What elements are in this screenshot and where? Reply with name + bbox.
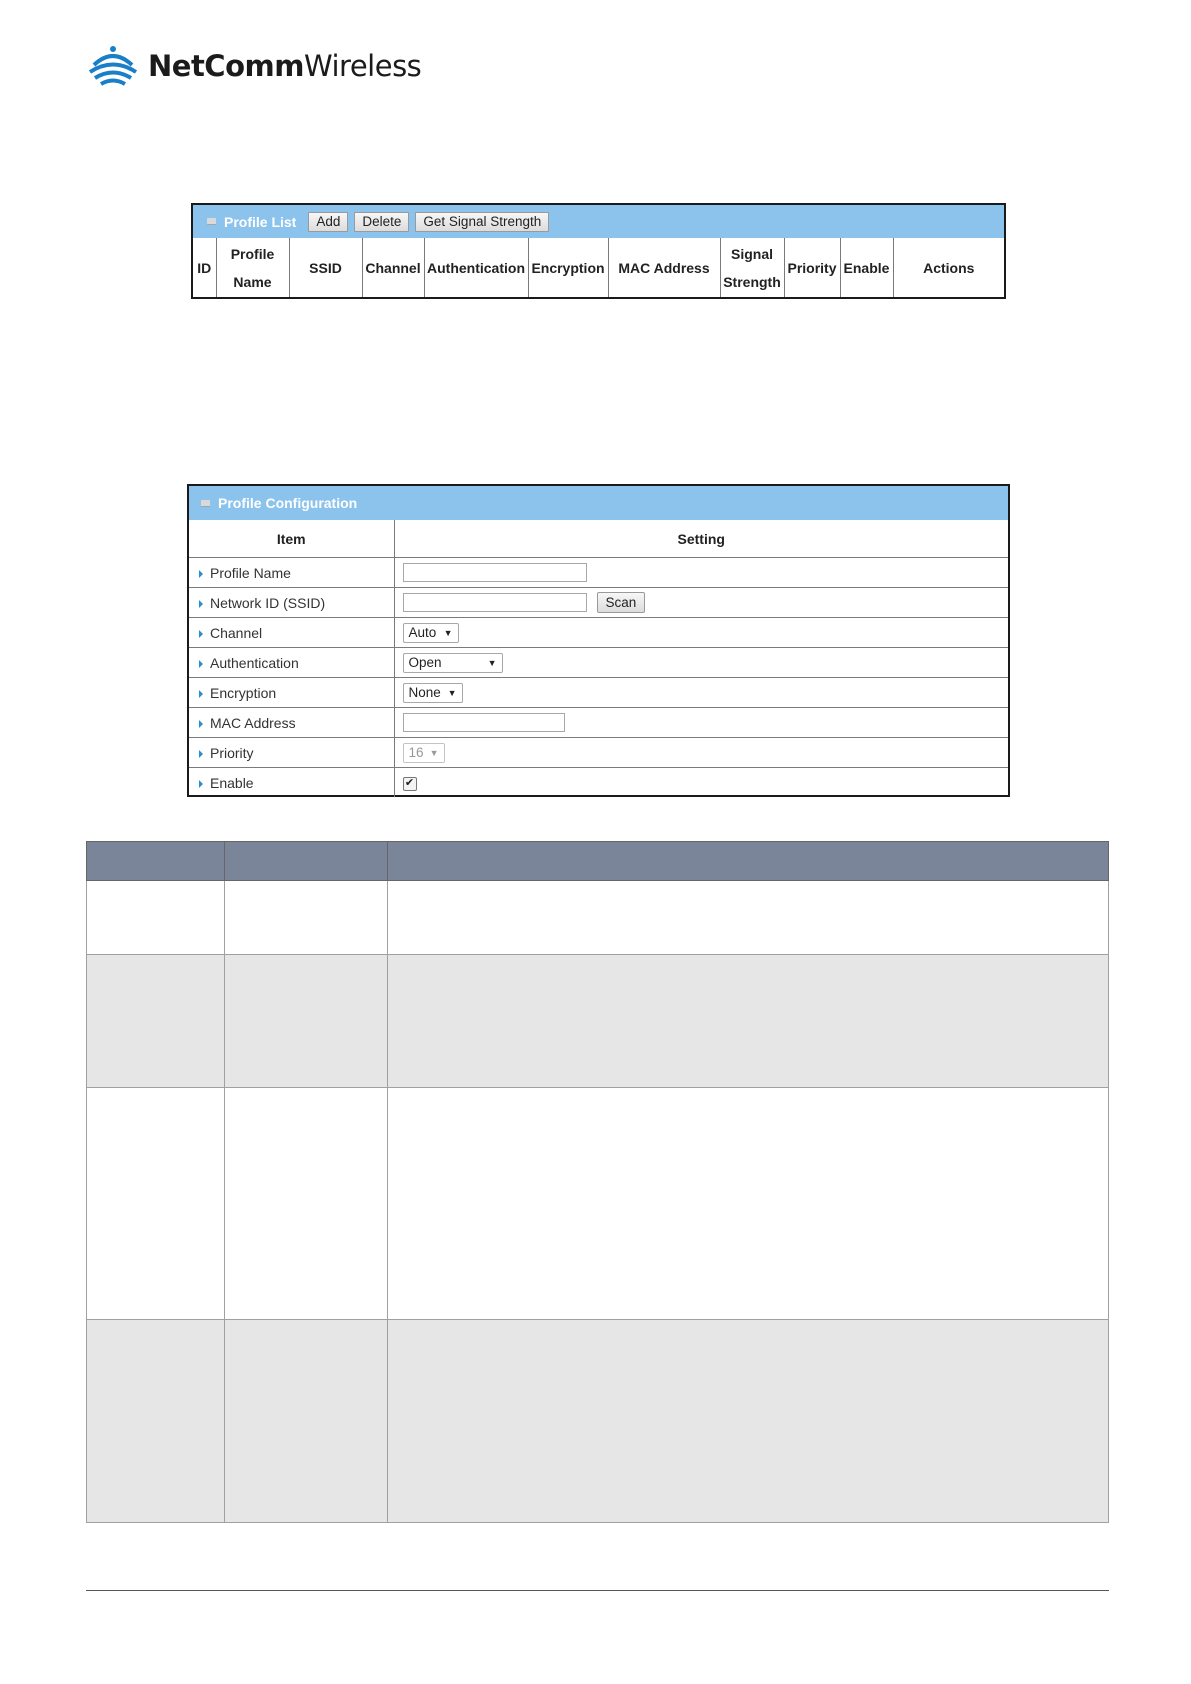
arrow-icon — [199, 780, 203, 788]
row-priority: Priority — [189, 738, 394, 768]
arrow-icon — [199, 570, 203, 578]
profile-list-panel — [191, 203, 1006, 299]
table-header-cell — [225, 842, 388, 881]
table-row — [87, 1320, 1109, 1523]
col-encryption: Encryption — [528, 238, 608, 297]
enable-checkbox[interactable]: ✔ — [403, 777, 417, 791]
table-row — [87, 955, 1109, 1088]
arrow-icon — [199, 600, 203, 608]
col-id: ID — [197, 259, 212, 276]
row-mac-address: MAC Address — [189, 708, 394, 738]
profile-name-input[interactable] — [403, 563, 587, 582]
dropdown-caret-icon: ▼ — [447, 687, 457, 698]
col-setting: Setting — [394, 520, 1008, 558]
channel-select[interactable]: Auto ▼ — [403, 623, 459, 643]
arrow-icon — [199, 660, 203, 668]
row-profile-name: Profile Name — [189, 558, 394, 588]
wifi-logo-icon — [88, 45, 138, 87]
mac-address-input[interactable] — [403, 713, 565, 732]
collapse-icon[interactable] — [207, 218, 216, 225]
arrow-icon — [199, 630, 203, 638]
brand-name: NetCommWireless — [148, 49, 422, 83]
profile-configuration-header — [189, 486, 1008, 520]
ssid-input[interactable] — [403, 593, 587, 612]
collapse-icon[interactable] — [201, 500, 210, 507]
priority-select[interactable]: 16 ▼ — [403, 743, 445, 763]
col-profile-name: Profile Name — [216, 238, 289, 297]
dropdown-caret-icon: ▼ — [429, 747, 439, 758]
arrow-icon — [199, 720, 203, 728]
table-header-cell — [388, 842, 1109, 881]
netcomm-logo — [88, 45, 421, 87]
row-encryption: Encryption — [189, 678, 394, 708]
scan-button[interactable]: Scan — [597, 592, 646, 613]
profile-list-table — [193, 238, 1004, 297]
footer-divider — [86, 1590, 1109, 1591]
dropdown-caret-icon: ▼ — [487, 657, 497, 668]
table-row — [87, 1088, 1109, 1320]
get-signal-strength-button[interactable]: Get Signal Strength — [415, 212, 549, 232]
col-mac-address: MAC Address — [608, 238, 720, 297]
encryption-select[interactable]: None ▼ — [403, 683, 463, 703]
delete-button[interactable]: Delete — [354, 212, 409, 232]
col-item: Item — [189, 520, 394, 558]
col-actions: Actions — [893, 238, 1004, 297]
row-authentication: Authentication — [189, 648, 394, 678]
authentication-select[interactable]: Open ▼ — [403, 653, 503, 673]
col-authentication: Authentication — [424, 238, 528, 297]
col-priority: Priority — [784, 238, 840, 297]
table-header-cell — [87, 842, 225, 881]
col-signal-strength: Signal Strength — [720, 238, 784, 297]
row-channel: Channel — [189, 618, 394, 648]
add-button[interactable]: Add — [308, 212, 348, 232]
profile-configuration-title: Profile Configuration — [218, 495, 358, 511]
col-enable: Enable — [840, 238, 893, 297]
col-channel: Channel — [362, 238, 424, 297]
row-enable: Enable — [189, 768, 394, 798]
parameter-description-table — [86, 841, 1109, 1523]
profile-configuration-table — [189, 520, 1008, 797]
profile-list-title: Profile List — [224, 213, 297, 230]
dropdown-caret-icon: ▼ — [443, 627, 453, 638]
arrow-icon — [199, 750, 203, 758]
profile-list-header — [193, 205, 1004, 238]
table-row — [87, 881, 1109, 955]
profile-configuration-panel — [187, 484, 1010, 797]
row-network-id: Network ID (SSID) — [189, 588, 394, 618]
col-ssid: SSID — [289, 238, 362, 297]
arrow-icon — [199, 690, 203, 698]
